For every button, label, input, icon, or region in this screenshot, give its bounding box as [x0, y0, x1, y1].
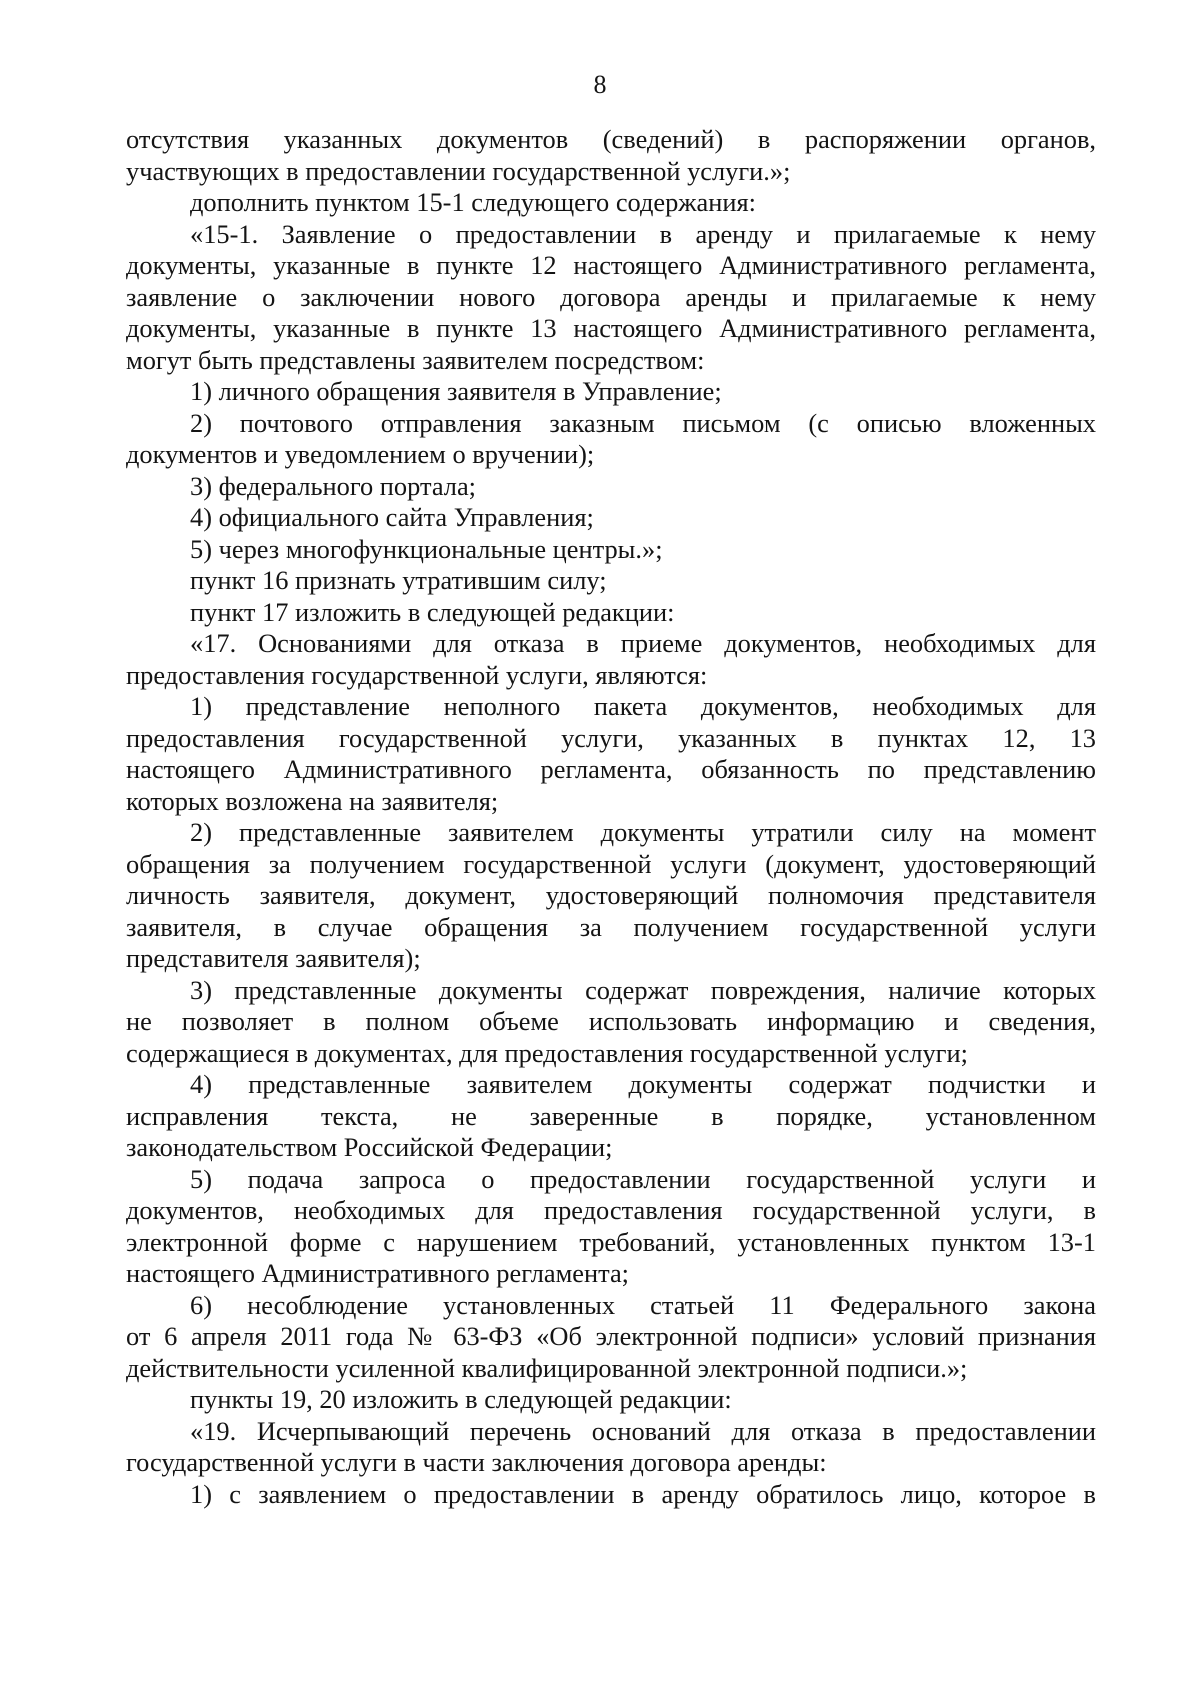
text-line: настоящего Административного регламента, обязанность по представлению — [126, 754, 1096, 784]
document-body — [126, 124, 1096, 1510]
text-line: «19. Исчерпывающий перечень оснований для отказа в предоставлении — [190, 1415, 1096, 1446]
text-line: «17. Основаниями для отказа в приеме документов, необходимых для — [190, 628, 1096, 658]
text-line: 2) представленные заявителем документы утратили силу на момент — [190, 817, 1096, 847]
text-line: государственной услуги в части заключения договора аренды: — [126, 1447, 827, 1477]
text-line: 5) подача запроса о предоставлении государственной услуги и — [190, 1163, 1096, 1194]
text-line: 5) через многофункциональные центры.»; — [190, 533, 663, 564]
text-line: 1) личного обращения заявителя в Управление; — [190, 376, 722, 406]
text-line: обращения за получением государственной услуги (документ, удостоверяющий — [126, 848, 1096, 879]
text-line: заявление о заключении нового договора аренды и прилагаемые к нему — [126, 281, 1096, 312]
text-line: 3) федерального портала; — [190, 470, 476, 501]
text-line: законодательством Российской Федерации; — [126, 1132, 613, 1162]
text-line: документы, указанные в пункте 13 настоящего Административного регламента, — [126, 313, 1096, 343]
text-line: электронной форме с нарушением требований, установленных пунктом 13-1 — [126, 1226, 1096, 1257]
text-line: личность заявителя, документ, удостоверяющий полномочия представителя — [126, 880, 1096, 910]
text-line: пункты 19, 20 изложить в следующей редакции: — [190, 1384, 732, 1414]
text-line: от 6 апреля 2011 года № 63-ФЗ «Об электронной подписи» условий признания — [126, 1321, 1096, 1351]
text-line: 1) с заявлением о предоставлении в аренду обратилось лицо, которое в — [190, 1478, 1096, 1509]
text-line: документы, указанные в пункте 12 настоящего Административного регламента, — [126, 250, 1096, 280]
text-line: «15-1. Заявление о предоставлении в аренду и прилагаемые к нему — [190, 218, 1096, 249]
text-line: представителя заявителя); — [126, 943, 421, 973]
text-line: содержащиеся в документах, для предоставления государственной услуги; — [126, 1037, 968, 1068]
text-line: которых возложена на заявителя; — [126, 785, 499, 816]
text-line: документов и уведомлением о вручении); — [126, 439, 595, 469]
text-line: участвующих в предоставлении государственной услуги.»; — [126, 155, 791, 186]
text-line: пункт 16 признать утратившим силу; — [190, 565, 607, 595]
text-line: дополнить пунктом 15-1 следующего содержания: — [190, 187, 756, 217]
text-line: действительности усиленной квалифицированной электронной подписи.»; — [126, 1352, 968, 1383]
text-line: не позволяет в полном объеме использовать информацию и сведения, — [126, 1006, 1096, 1036]
text-line: 4) представленные заявителем документы содержат подчистки и — [190, 1069, 1096, 1099]
page-number: 8 — [593, 70, 607, 99]
text-line: документов, необходимых для предоставления государственной услуги, в — [126, 1195, 1096, 1225]
text-line: 3) представленные документы содержат повреждения, наличие которых — [190, 974, 1096, 1005]
text-line: предоставления государственной услуги, являются: — [126, 659, 708, 690]
text-line: 1) представление неполного пакета документов, необходимых для — [190, 691, 1096, 721]
text-line: исправления текста, не заверенные в порядке, установленном — [126, 1100, 1096, 1131]
text-line: 2) почтового отправления заказным письмом (с описью вложенных — [190, 407, 1096, 438]
text-line: 4) официального сайта Управления; — [190, 502, 594, 532]
text-line: отсутствия указанных документов (сведений) в распоряжении органов, — [126, 124, 1096, 154]
text-line: пункт 17 изложить в следующей редакции: — [190, 596, 675, 627]
text-line: могут быть представлены заявителем посредством: — [126, 344, 705, 375]
text-line: настоящего Административного регламента; — [126, 1258, 630, 1288]
text-line: заявителя, в случае обращения за получением государственной услуги — [126, 911, 1096, 942]
text-line: предоставления государственной услуги, указанных в пунктах 12, 13 — [126, 722, 1096, 753]
text-line: 6) несоблюдение установленных статьей 11 Федерального закона — [190, 1289, 1096, 1320]
